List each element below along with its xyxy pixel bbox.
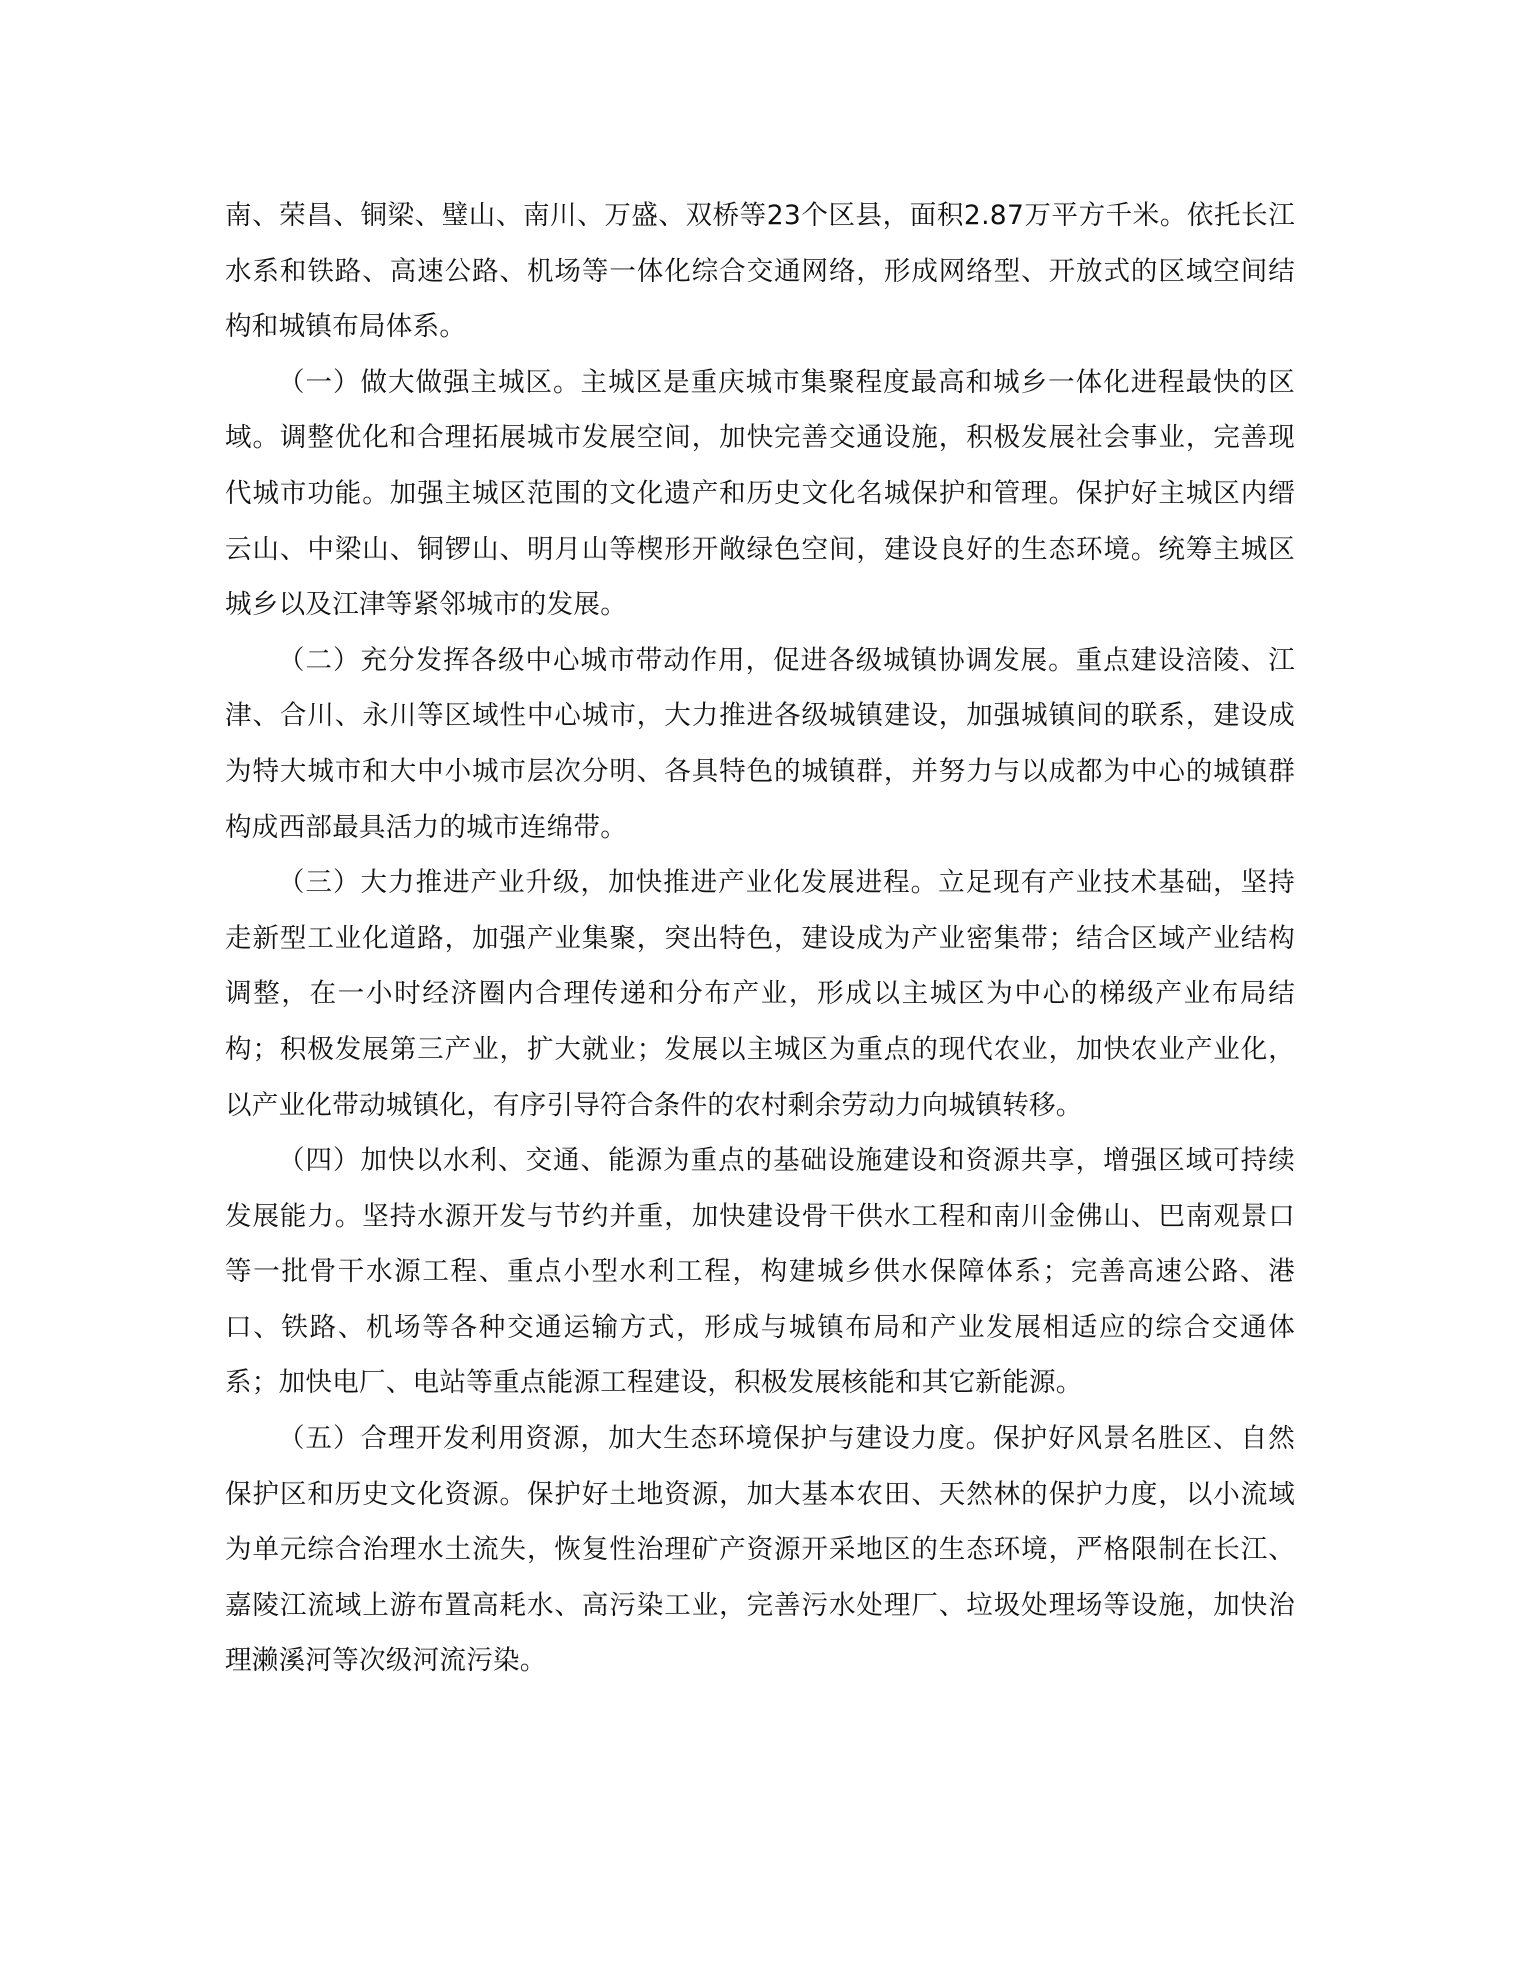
paragraph-section-3: （三）大力推进产业升级，加快推进产业化发展进程。立足现有产业技术基础，坚持走新型工业化道路，加强产业集聚，突出特色，建设成为产业密集带；结合区域产业结构调整，在一小时经济圈内合理传递和分布产业，形成以主城区为中心的梯级产业布局结构；积极发展第三产业，扩大就业；发展以主城区为重点的现代农业，加快农业产业化，以产业化带动城镇化，有序引导符合条件的农村剩余劳动力向城镇转移。 — [225, 867, 1295, 1121]
paragraph-section-1: （一）做大做强主城区。主城区是重庆城市集聚程度最高和城乡一体化进程最快的区域。调整优化和合理拓展城市发展空间，加快完善交通设施，积极发展社会事业，完善现代城市功能。加强主城区范围的文化遗产和历史文化名城保护和管理。保护好主城区内缙云山、中梁山、铜锣山、明月山等楔形开敞绿色空间，建设良好的生态环境。统筹主城区城乡以及江津等紧邻城市的发展。 — [225, 366, 1295, 621]
paragraph-section-5: （五）合理开发利用资源，加大生态环境保护与建设力度。保护好风景名胜区、自然保护区和历史文化资源。保护好土地资源，加大基本农田、天然林的保护力度，以小流域为单元综合治理水土流失，恢复性治理矿产资源开采地区的生态环境，严格限制在长江、嘉陵江流域上游布置高耗水、高污染工业，完善污水处理厂、垃圾处理场等设施，加快治理濑溪河等次级河流污染。 — [225, 1423, 1295, 1677]
paragraph-section-2: （二）充分发挥各级中心城市带动作用，促进各级城镇协调发展。重点建设涪陵、江津、合川、永川等区域性中心城市，大力推进各级城镇建设，加强城镇间的联系，建设成为特大城市和大中小城市层次分明、各具特色的城镇群，并努力与以成都为中心的城镇群构成西部最具活力的城市连绵带。 — [225, 644, 1295, 843]
document-body — [225, 188, 1295, 1689]
paragraph-section-4: （四）加快以水利、交通、能源为重点的基础设施建设和资源共享，增强区域可持续发展能力。坚持水源开发与节约并重，加快建设骨干供水工程和南川金佛山、巴南观景口等一批骨干水源工程、重点小型水利工程，构建城乡供水保障体系；完善高速公路、港口、铁路、机场等各种交通运输方式，形成与城镇布局和产业发展相适应的综合交通体系；加快电厂、电站等重点能源工程建设，积极发展核能和其它新能源。 — [225, 1145, 1295, 1399]
paragraph-intro: 南、荣昌、铜梁、璧山、南川、万盛、双桥等23个区县，面积2.87万平方千米。依托长江水系和铁路、高速公路、机场等一体化综合交通网络，形成网络型、开放式的区域空间结构和城镇布局体系。 — [225, 200, 1295, 343]
